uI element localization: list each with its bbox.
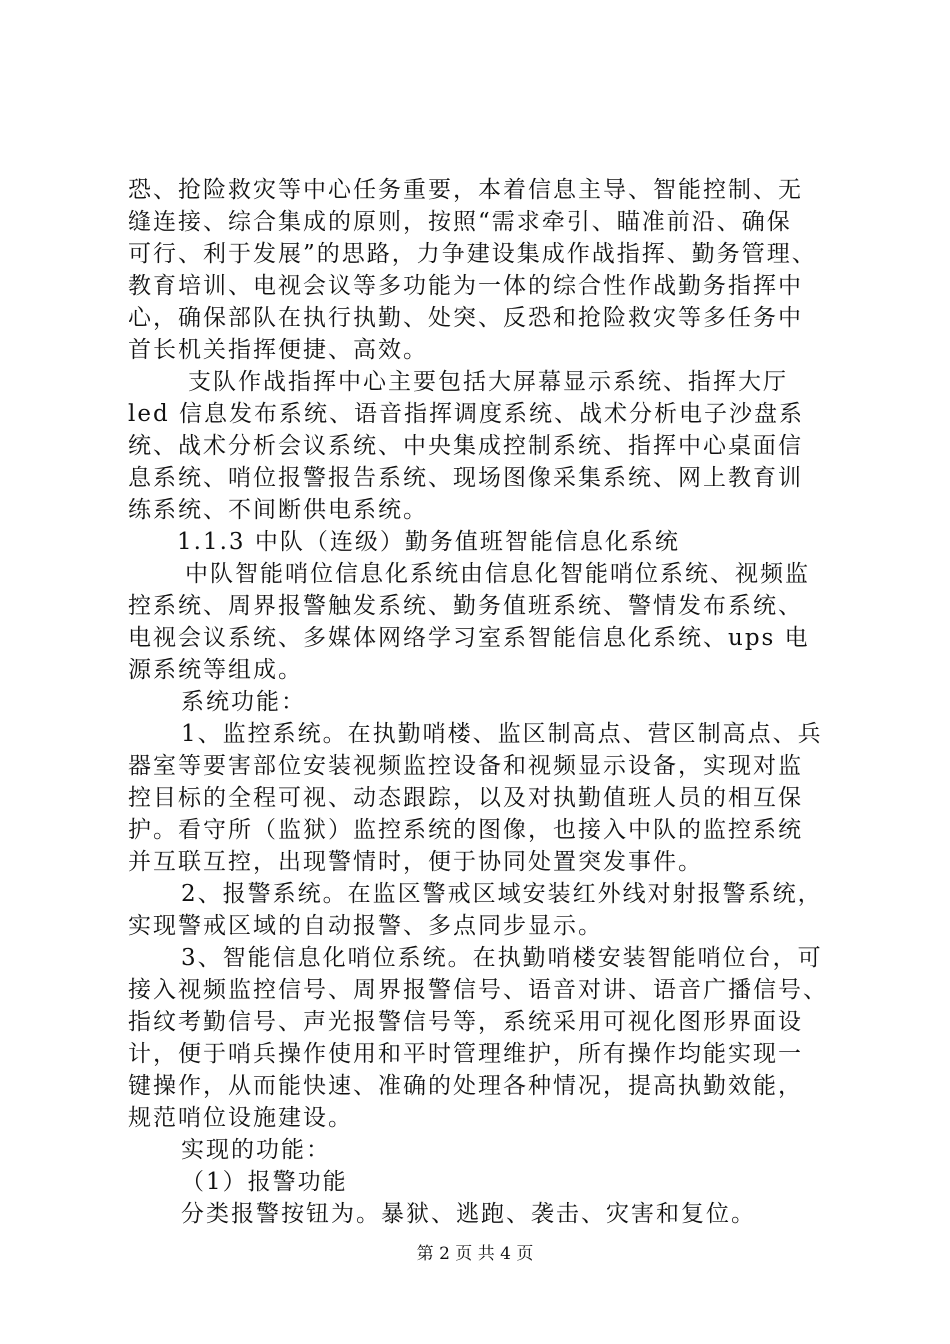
text-line: 缝连接、综合集成的原则，按照“需求牵引、瞄准前沿、确保 <box>128 209 792 235</box>
paragraph-start-line: 1、监控系统。在执勤哨楼、监区制高点、营区制高点、兵 <box>181 721 823 747</box>
text-line: 规范哨位设施建设。 <box>128 1105 353 1131</box>
text-line: 控目标的全程可视、动态跟踪，以及对执勤值班人员的相互保 <box>128 785 803 811</box>
subheading: （1）报警功能 <box>181 1169 348 1195</box>
paragraph-start-line: 中队智能哨位信息化系统由信息化智能哨位系统、视频监 <box>185 561 810 587</box>
paragraph-start-line: 支队作战指挥中心主要包括大屏幕显示系统、指挥大厅 <box>188 369 788 395</box>
section-heading: 1.1.3 中队（连级）勤务值班智能信息化系统 <box>177 529 680 555</box>
text-line: 并互联互控，出现警情时，便于协同处置突发事件。 <box>128 849 703 875</box>
text-line: 护。看守所（监狱）监控系统的图像，也接入中队的监控系统 <box>128 817 803 843</box>
text-line: 实现警戒区域的自动报警、多点同步显示。 <box>128 913 603 939</box>
text-line: 计，便于哨兵操作使用和平时管理维护，所有操作均能实现一 <box>128 1041 803 1067</box>
text-line: 分类报警按钮为。暴狱、逃跑、袭击、灾害和复位。 <box>181 1201 756 1227</box>
text-line: 首长机关指挥便捷、高效。 <box>128 337 428 363</box>
text-line: 接入视频监控信号、周界报警信号、语音对讲、语音广播信号、 <box>128 977 828 1003</box>
text-line: 控系统、周界报警触发系统、勤务值班系统、警情发布系统、 <box>128 593 803 619</box>
text-line: 键操作，从而能快速、准确的处理各种情况，提高执勤效能， <box>128 1073 803 1099</box>
text-line: 教育培训、电视会议等多功能为一体的综合性作战勤务指挥中 <box>128 273 803 299</box>
text-line: 恐、抢险救灾等中心任务重要，本着信息主导、智能控制、无 <box>128 177 803 203</box>
text-line: 源系统等组成。 <box>128 657 303 683</box>
text-line: 可行、利于发展”的思路，力争建设集成作战指挥、勤务管理、 <box>128 241 817 267</box>
paragraph-start-line: 2、报警系统。在监区警戒区域安装红外线对射报警系统， <box>181 881 823 907</box>
text-line: 练系统、不间断供电系统。 <box>128 497 428 523</box>
document-body <box>128 174 834 1230</box>
page-number-footer: 第 2 页 共 4 页 <box>416 1244 534 1264</box>
text-line: 器室等要害部位安装视频监控设备和视频显示设备，实现对监 <box>128 753 803 779</box>
text-line: 心，确保部队在执行执勤、处突、反恐和抢险救灾等多任务中 <box>128 305 803 331</box>
paragraph-start-line: 3、智能信息化哨位系统。在执勤哨楼安装智能哨位台，可 <box>181 945 823 971</box>
subheading: 实现的功能： <box>181 1137 331 1163</box>
text-line: 电视会议系统、多媒体网络学习室系智能信息化系统、ups 电 <box>128 625 810 651</box>
subheading: 系统功能： <box>181 689 306 715</box>
text-line: 统、战术分析会议系统、中央集成控制系统、指挥中心桌面信 <box>128 433 803 459</box>
text-line: led 信息发布系统、语音指挥调度系统、战术分析电子沙盘系 <box>128 401 805 427</box>
text-line: 指纹考勤信号、声光报警信号等，系统采用可视化图形界面设 <box>128 1009 803 1035</box>
text-line: 息系统、哨位报警报告系统、现场图像采集系统、网上教育训 <box>128 465 803 491</box>
